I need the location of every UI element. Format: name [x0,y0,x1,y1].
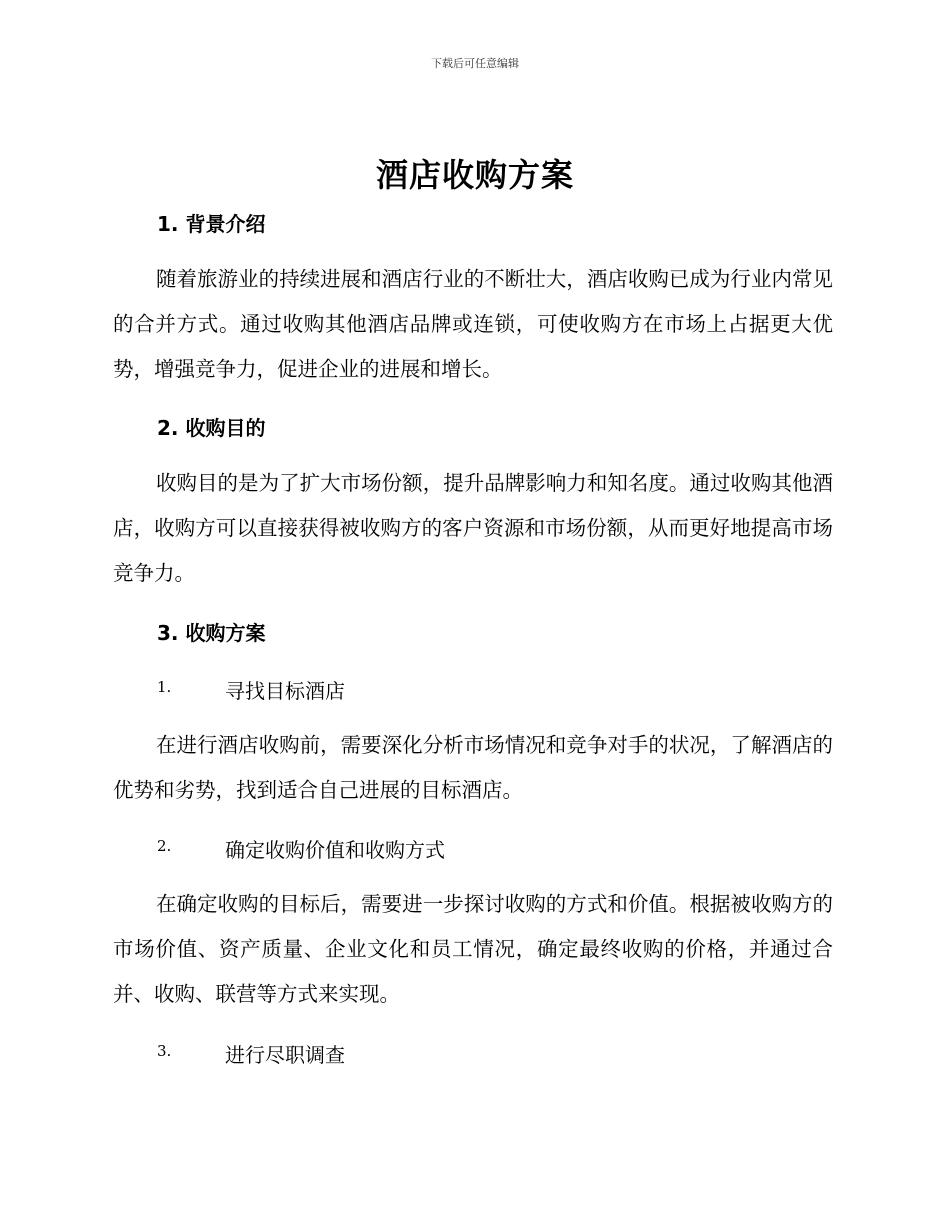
list-item-number: 2. [157,837,172,855]
section-paragraph-purpose: 收购目的是为了扩大市场份额，提升品牌影响力和知名度。通过收购其他酒店，收购方可以直接获得被收购方的客户资源和市场份额，从而更好地提高市场竞争力。 [113,471,833,585]
list-item-label: 寻找目标酒店 [225,679,345,703]
section-heading-purpose: 2. 收购目的 [157,416,266,440]
step-paragraph-determine-value: 在确定收购的目标后，需要进一步探讨收购的方式和价值。根据被收购方的市场价值、资产质量、企业文化和员工情况，确定最终收购的价格，并通过合并、收购、联营等方式来实现。 [113,892,833,1006]
list-item-number: 1. [157,678,172,696]
step-paragraph-find-target: 在进行酒店收购前，需要深化分析市场情况和竞争对手的状况，了解酒店的优势和劣势，找到适合自己进展的目标酒店。 [113,733,833,802]
list-item-label: 进行尽职调查 [225,1043,345,1067]
section-paragraph-background: 随着旅游业的持续进展和酒店行业的不断壮大，酒店收购已成为行业内常见的合并方式。通过收购其他酒店品牌或连锁，可使收购方在市场上占据更大优势，增强竞争力，促进企业的进展和增长。 [113,267,833,381]
section-heading-plan: 3. 收购方案 [157,621,266,645]
list-item-number: 3. [157,1042,172,1060]
section-heading-background: 1. 背景介绍 [157,212,266,236]
header-note: 下载后可任意编辑 [431,57,519,70]
list-item-label: 确定收购价值和收购方式 [225,838,445,862]
document-title: 酒店收购方案 [375,156,574,194]
